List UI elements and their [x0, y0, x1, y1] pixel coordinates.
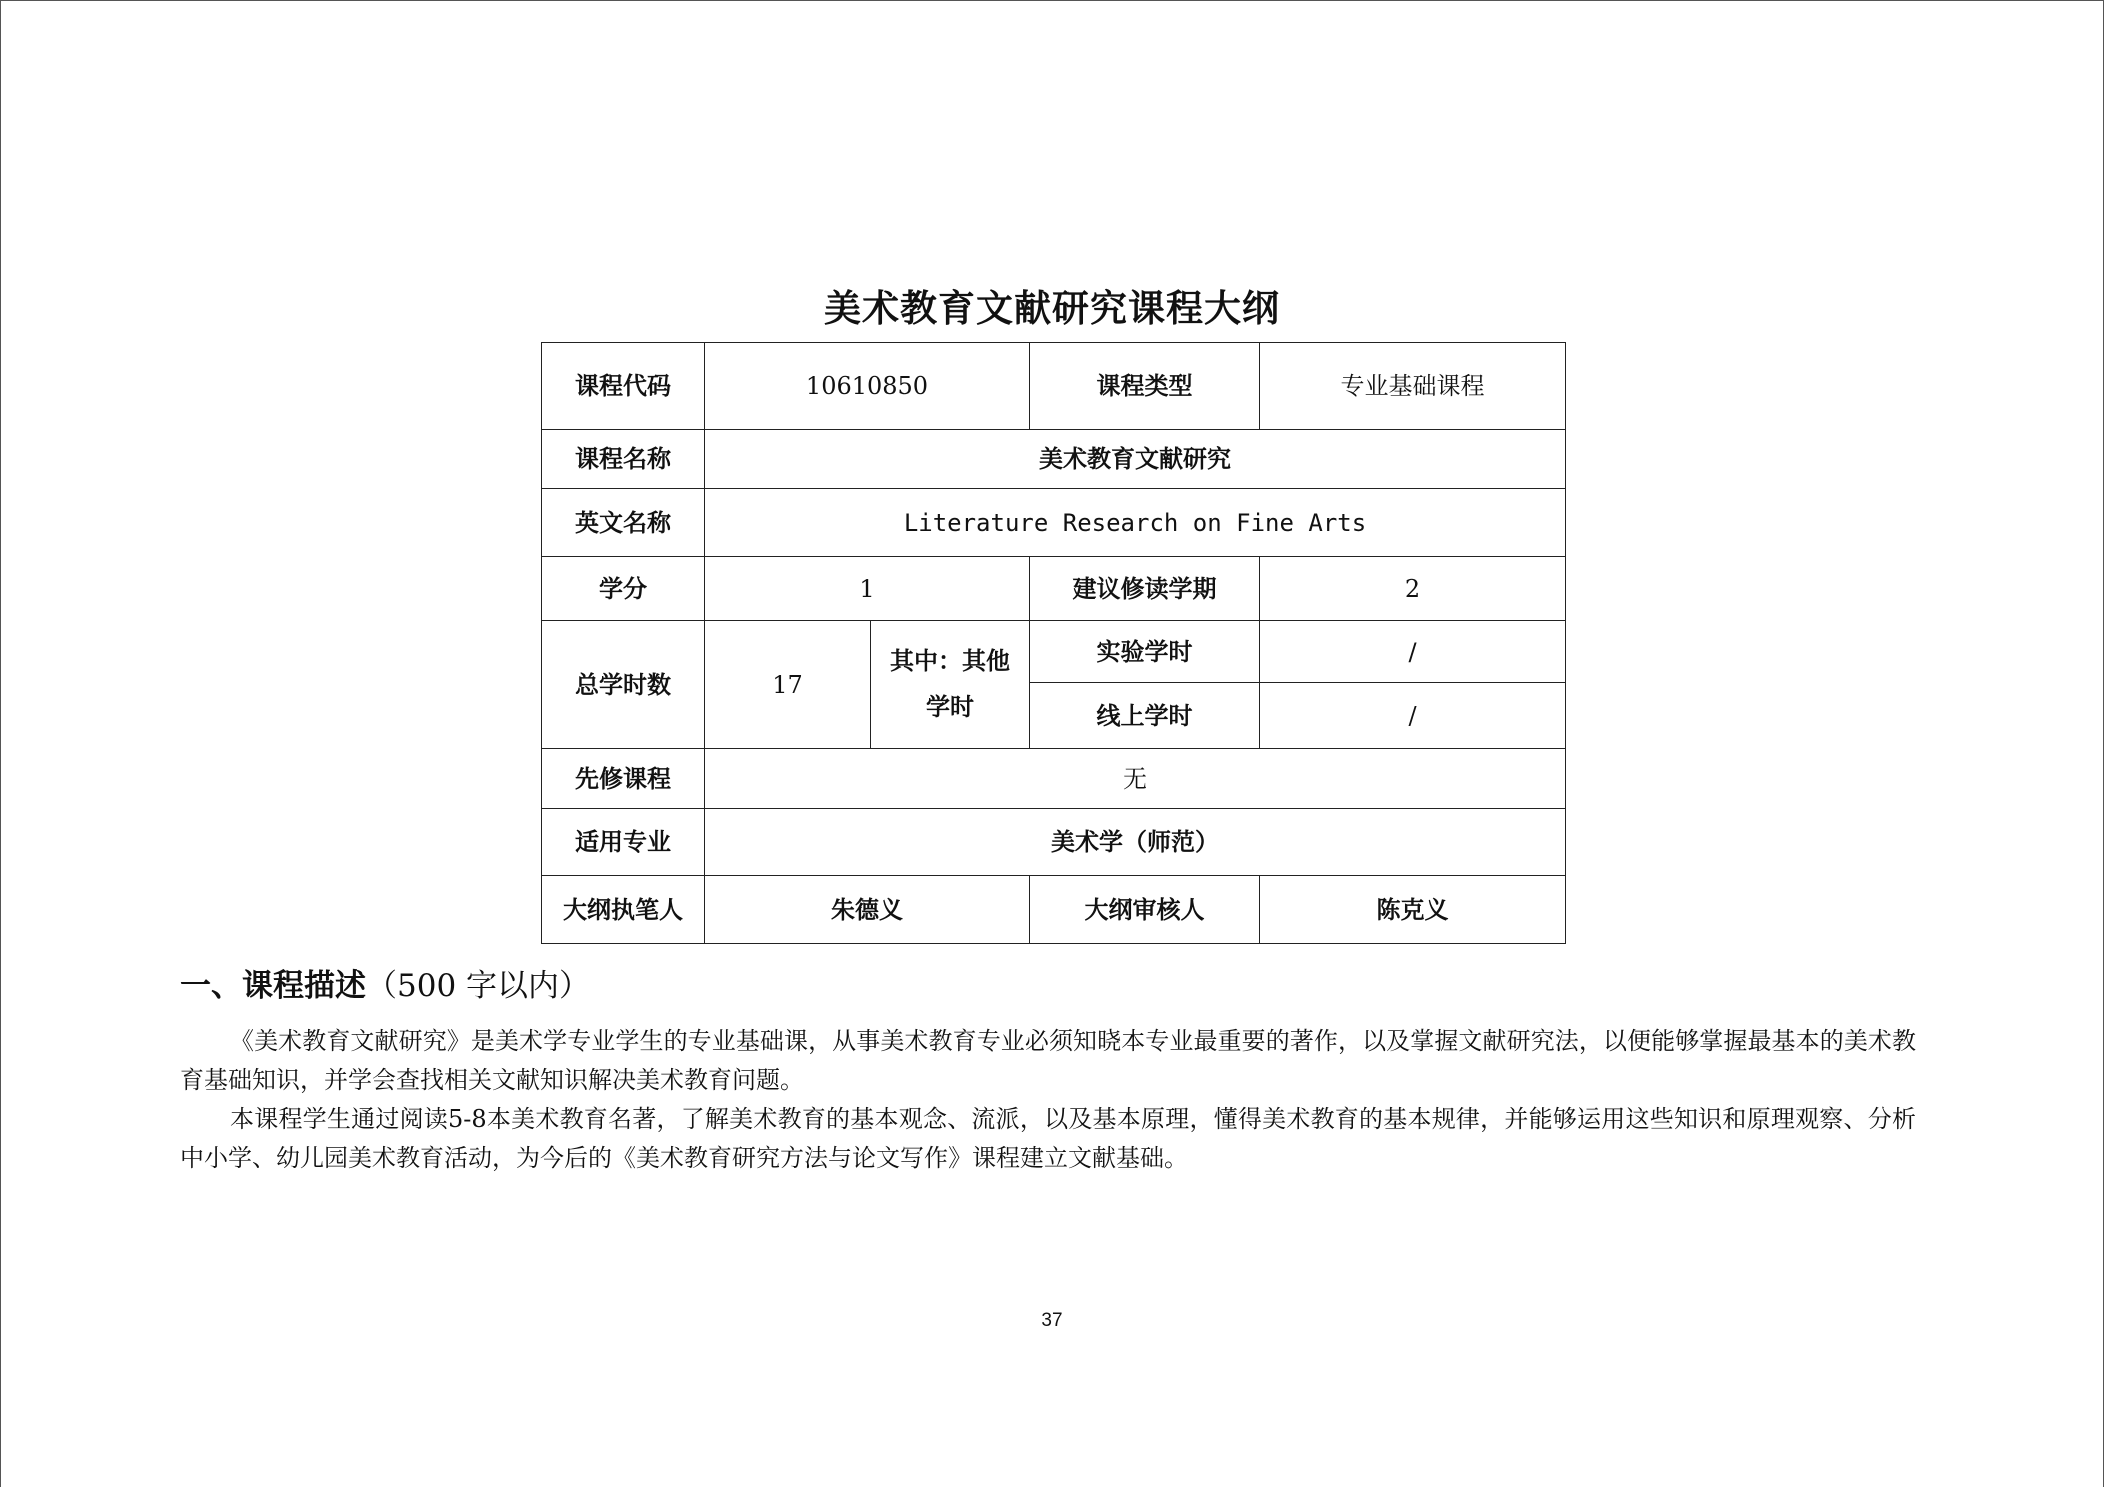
course-name-value: 美术教育文献研究 [705, 430, 1566, 489]
credits-value: 1 [705, 557, 1030, 621]
lab-hours-value: / [1260, 621, 1566, 683]
major-label: 适用专业 [542, 809, 705, 876]
prerequisite-label: 先修课程 [542, 749, 705, 809]
other-hours-label: 其中：其他学时 [871, 621, 1030, 749]
total-hours-label: 总学时数 [542, 621, 705, 749]
table-row [542, 621, 1566, 683]
author-value: 朱德义 [705, 876, 1030, 944]
table-row [542, 430, 1566, 489]
semester-value: 2 [1260, 557, 1566, 621]
english-name-label: 英文名称 [542, 489, 705, 557]
paragraph: 本课程学生通过阅读5-8本美术教育名著，了解美术教育的基本观念、流派，以及基本原理，懂得美术教育的基本规律，并能够运用这些知识和原理观察、分析中小学、幼儿园美术教育活动，为今后的《美术教育研究方法与论文写作》课程建立文献基础。 [180, 1105, 1916, 1172]
course-description-body [180, 1022, 1916, 1178]
course-code-value: 10610850 [705, 343, 1030, 430]
table-row [542, 809, 1566, 876]
course-name-label: 课程名称 [542, 430, 705, 489]
table-row [542, 557, 1566, 621]
prerequisite-value: 无 [705, 749, 1566, 809]
page-number: 37 [1041, 1310, 1063, 1331]
table-row [542, 343, 1566, 430]
total-hours-value: 17 [705, 621, 871, 749]
english-name-value: Literature Research on Fine Arts [705, 489, 1566, 557]
course-type-label: 课程类型 [1030, 343, 1260, 430]
course-info-table [541, 342, 1566, 944]
semester-label: 建议修读学期 [1030, 557, 1260, 621]
section-heading-course-description [180, 960, 590, 1005]
course-code-label: 课程代码 [542, 343, 705, 430]
reviewer-value: 陈克义 [1260, 876, 1566, 944]
online-hours-value: / [1260, 683, 1566, 749]
author-label: 大纲执笔人 [542, 876, 705, 944]
section-heading-title: 一、课程描述 [180, 968, 366, 1004]
table-row [542, 489, 1566, 557]
course-type-value: 专业基础课程 [1260, 343, 1566, 430]
section-heading-note: （500 字以内） [366, 968, 591, 1004]
online-hours-label: 线上学时 [1030, 683, 1260, 749]
paragraph: 《美术教育文献研究》是美术学专业学生的专业基础课，从事美术教育专业必须知晓本专业最重要的著作，以及掌握文献研究法，以便能够掌握最基本的美术教育基础知识，并学会查找相关文献知识解决美术教育问题。 [180, 1027, 1916, 1094]
table-row [542, 876, 1566, 944]
major-value: 美术学（师范） [705, 809, 1566, 876]
reviewer-label: 大纲审核人 [1030, 876, 1260, 944]
table-row [542, 749, 1566, 809]
lab-hours-label: 实验学时 [1030, 621, 1260, 683]
credits-label: 学分 [542, 557, 705, 621]
document-title: 美术教育文献研究课程大纲 [824, 287, 1280, 330]
